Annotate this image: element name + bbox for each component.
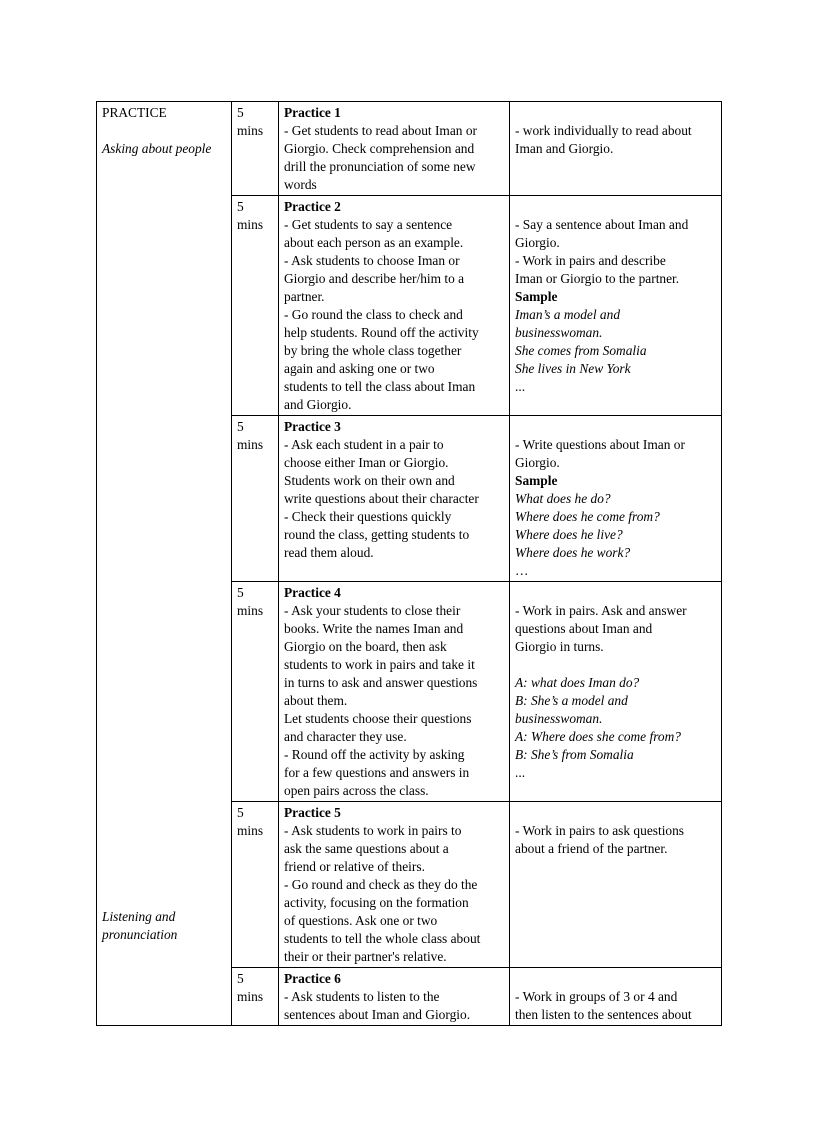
teacher-line: activity, focusing on the formation (284, 895, 469, 910)
teacher-line: - Go round the class to check and (284, 307, 463, 322)
teacher-line: by bring the whole class together (284, 343, 462, 358)
teacher-line: - Ask students to work in pairs to (284, 823, 462, 838)
time-unit: mins (237, 823, 264, 838)
student-line: Iman and Giorgio. (515, 141, 614, 156)
table-row (97, 102, 722, 196)
time-value: 5 (237, 805, 244, 820)
teacher-line: ask the same questions about a (284, 841, 449, 856)
student-line: Iman or Giorgio to the partner. (515, 271, 680, 286)
practice-heading: Practice 5 (284, 805, 341, 820)
student-line: - Say a sentence about Iman and (515, 217, 689, 232)
teacher-line: again and asking one or two (284, 361, 435, 376)
teacher-line: - Round off the activity by asking (284, 747, 465, 762)
teacher-line: choose either Iman or Giorgio. (284, 455, 449, 470)
sample-line: What does he do? (515, 491, 611, 506)
teacher-line: write questions about their character (284, 491, 479, 506)
sample-line: She comes from Somalia (515, 343, 647, 358)
teacher-activity-cell (279, 196, 510, 416)
time-unit: mins (237, 217, 264, 232)
teacher-line: - Ask students to choose Iman or (284, 253, 460, 268)
teacher-line: words (284, 177, 317, 192)
stage-subtitle: Asking about people (102, 141, 212, 156)
time-value: 5 (237, 419, 244, 434)
teacher-line: - Ask each student in a pair to (284, 437, 444, 452)
student-line: - Write questions about Iman or (515, 437, 685, 452)
teacher-line: Giorgio. Check comprehension and (284, 141, 475, 156)
student-line: - Work in pairs. Ask and answer (515, 603, 687, 618)
sample-line: Where does he come from? (515, 509, 660, 524)
teacher-line: books. Write the names Iman and (284, 621, 464, 636)
time-cell (232, 196, 279, 416)
teacher-activity-cell (279, 102, 510, 196)
stage-cell (97, 102, 232, 1026)
time-value: 5 (237, 199, 244, 214)
teacher-line: read them aloud. (284, 545, 374, 560)
practice-heading: Practice 2 (284, 199, 341, 214)
teacher-line: about them. (284, 693, 348, 708)
teacher-activity-cell (279, 582, 510, 802)
lesson-plan-table (96, 101, 722, 1026)
sample-line: businesswoman. (515, 325, 603, 340)
student-line: then listen to the sentences about (515, 1007, 692, 1022)
teacher-line: - Check their questions quickly (284, 509, 452, 524)
time-unit: mins (237, 989, 264, 1004)
stage-subtitle-2 (102, 908, 177, 944)
teacher-line: drill the pronunciation of some new (284, 159, 476, 174)
teacher-line: Giorgio and describe her/him to a (284, 271, 465, 286)
time-cell (232, 416, 279, 582)
sample-line: She lives in New York (515, 361, 631, 376)
student-activity-cell (510, 196, 722, 416)
teacher-line: Let students choose their questions (284, 711, 472, 726)
student-line: about a friend of the partner. (515, 841, 668, 856)
student-line: Giorgio. (515, 235, 560, 250)
student-line: - Work in pairs and describe (515, 253, 666, 268)
student-activity-cell (510, 416, 722, 582)
sample-line: Iman’s a model and (515, 307, 621, 322)
dialogue-line: A: Where does she come from? (515, 729, 681, 744)
teacher-line: and Giorgio. (284, 397, 352, 412)
sample-label: Sample (515, 289, 558, 304)
dialogue-line: ... (515, 765, 526, 780)
teacher-line: Giorgio on the board, then ask (284, 639, 447, 654)
time-cell (232, 582, 279, 802)
time-value: 5 (237, 585, 244, 600)
time-cell (232, 802, 279, 968)
teacher-line: - Go round and check as they do the (284, 877, 478, 892)
teacher-line: of questions. Ask one or two (284, 913, 438, 928)
teacher-line: round the class, getting students to (284, 527, 470, 542)
teacher-line: in turns to ask and answer questions (284, 675, 478, 690)
student-line: - Work in groups of 3 or 4 and (515, 989, 678, 1004)
teacher-line: Students work on their own and (284, 473, 455, 488)
teacher-line: students to tell the whole class about (284, 931, 481, 946)
sample-line: Where does he live? (515, 527, 623, 542)
practice-heading: Practice 4 (284, 585, 341, 600)
time-unit: mins (237, 603, 264, 618)
teacher-line: - Ask your students to close their (284, 603, 461, 618)
practice-heading: Practice 6 (284, 971, 341, 986)
teacher-line: friend or relative of theirs. (284, 859, 425, 874)
stage-subtitle-2-line: pronunciation (102, 927, 178, 942)
practice-heading: Practice 1 (284, 105, 341, 120)
practice-heading: Practice 3 (284, 419, 341, 434)
stage-subtitle-2-line: Listening and (102, 909, 176, 924)
sample-label: Sample (515, 473, 558, 488)
teacher-line: sentences about Iman and Giorgio. (284, 1007, 471, 1022)
student-line: Giorgio. (515, 455, 560, 470)
student-activity-cell (510, 802, 722, 968)
teacher-line: students to tell the class about Iman (284, 379, 476, 394)
time-cell (232, 968, 279, 1026)
teacher-line: their or their partner's relative. (284, 949, 447, 964)
stage-title: PRACTICE (102, 105, 167, 120)
sample-line: … (515, 563, 529, 578)
dialogue-line: B: She’s from Somalia (515, 747, 634, 762)
student-activity-cell (510, 968, 722, 1026)
teacher-activity-cell (279, 802, 510, 968)
time-value: 5 (237, 105, 244, 120)
dialogue-line: A: what does Iman do? (515, 675, 640, 690)
teacher-line: about each person as an example. (284, 235, 464, 250)
teacher-line: for a few questions and answers in (284, 765, 470, 780)
teacher-line: students to work in pairs and take it (284, 657, 475, 672)
dialogue-line: B: She’s a model and (515, 693, 628, 708)
student-line: questions about Iman and (515, 621, 653, 636)
teacher-line: help students. Round off the activity (284, 325, 479, 340)
time-cell (232, 102, 279, 196)
student-activity-cell (510, 582, 722, 802)
sample-line: ... (515, 379, 526, 394)
dialogue-line: businesswoman. (515, 711, 603, 726)
teacher-line: - Ask students to listen to the (284, 989, 440, 1004)
teacher-line: open pairs across the class. (284, 783, 429, 798)
teacher-line: partner. (284, 289, 325, 304)
time-value: 5 (237, 971, 244, 986)
teacher-line: - Get students to say a sentence (284, 217, 453, 232)
teacher-line: and character they use. (284, 729, 407, 744)
time-unit: mins (237, 437, 264, 452)
student-line: Giorgio in turns. (515, 639, 604, 654)
student-activity-cell (510, 102, 722, 196)
time-unit: mins (237, 123, 264, 138)
student-line: - work individually to read about (515, 123, 692, 138)
teacher-activity-cell (279, 416, 510, 582)
student-line: - Work in pairs to ask questions (515, 823, 685, 838)
teacher-activity-cell (279, 968, 510, 1026)
teacher-line: - Get students to read about Iman or (284, 123, 477, 138)
sample-line: Where does he work? (515, 545, 631, 560)
